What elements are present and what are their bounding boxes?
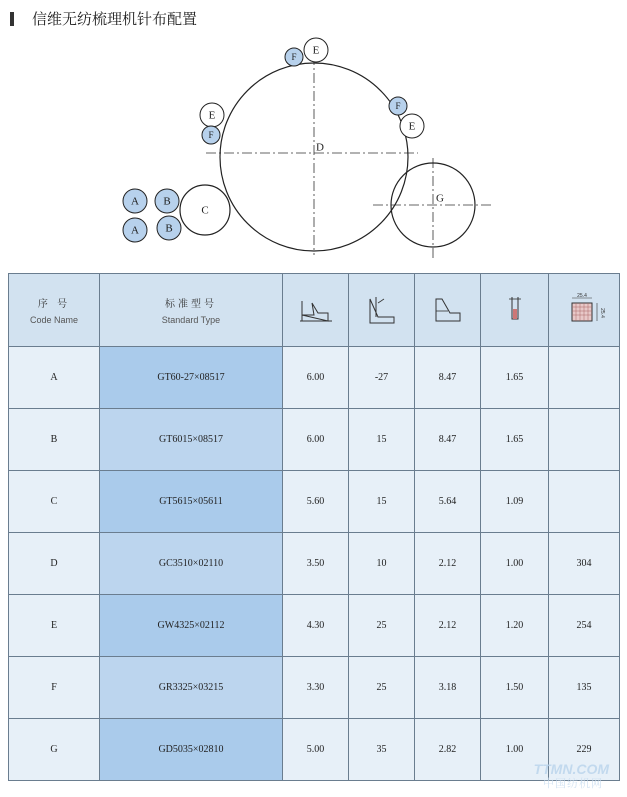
label-b-top: B <box>163 195 171 208</box>
cell-point-density <box>549 471 620 533</box>
header-code-en: Code Name <box>29 315 79 325</box>
table-row <box>9 657 620 719</box>
cell-angle: 25 <box>349 595 415 657</box>
cell-rib-thickness: 1.50 <box>481 657 549 719</box>
cell-point-density <box>549 409 620 471</box>
label-f-left: F <box>208 130 214 141</box>
cell-rib-thickness: 1.00 <box>481 533 549 595</box>
header-rib-thickness <box>481 274 549 347</box>
cell-rib-thickness: 1.65 <box>481 409 549 471</box>
label-e-right: E <box>408 120 416 133</box>
cell-working-depth: 3.18 <box>415 657 481 719</box>
table-row <box>9 719 620 781</box>
cell-code: C <box>9 471 100 533</box>
table-row <box>9 471 620 533</box>
cell-total-height: 3.50 <box>283 533 349 595</box>
cell-angle: 35 <box>349 719 415 781</box>
cell-rib-thickness: 1.09 <box>481 471 549 533</box>
cell-point-density: 135 <box>549 657 620 719</box>
cell-rib-thickness: 1.00 <box>481 719 549 781</box>
label-e-left: E <box>208 109 216 122</box>
label-a-top: A <box>131 195 139 208</box>
cell-rib-thickness: 1.65 <box>481 347 549 409</box>
cell-type: GW4325×02112 <box>100 595 283 657</box>
cell-angle: 25 <box>349 657 415 719</box>
cell-working-depth: 2.82 <box>415 719 481 781</box>
cell-total-height: 5.60 <box>283 471 349 533</box>
table-row <box>9 347 620 409</box>
label-d: D <box>316 141 324 154</box>
label-a-bottom: A <box>131 224 139 237</box>
cell-point-density <box>549 347 620 409</box>
cell-total-height: 6.00 <box>283 409 349 471</box>
cell-type: GD5035×02810 <box>100 719 283 781</box>
label-e-top: E <box>312 44 320 57</box>
point-density-icon <box>564 293 604 327</box>
cell-type: GC3510×02110 <box>100 533 283 595</box>
cell-type: GT60-27×08517 <box>100 347 283 409</box>
header-type <box>100 274 283 347</box>
watermark-text: 中国纺机网 <box>543 777 603 790</box>
rib-thickness-icon <box>497 295 533 325</box>
cell-point-density: 254 <box>549 595 620 657</box>
density-dim-side: 25.4 <box>599 308 605 318</box>
label-c: C <box>201 204 209 217</box>
header-working-depth <box>415 274 481 347</box>
watermark-logo: TTMN.COM <box>533 761 609 777</box>
table-row <box>9 595 620 657</box>
angle-icon <box>364 295 400 325</box>
header-angle <box>349 274 415 347</box>
header-point-density <box>549 274 620 347</box>
cell-angle: 10 <box>349 533 415 595</box>
cell-total-height: 6.00 <box>283 347 349 409</box>
table-row <box>9 409 620 471</box>
cell-total-height: 5.00 <box>283 719 349 781</box>
cell-code: A <box>9 347 100 409</box>
density-dim-top: 25.4 <box>577 293 587 299</box>
label-f-top: F <box>291 52 297 63</box>
header-total-height <box>283 274 349 347</box>
cell-total-height: 3.30 <box>283 657 349 719</box>
cell-angle: 15 <box>349 471 415 533</box>
cell-working-depth: 2.12 <box>415 533 481 595</box>
table-row <box>9 533 620 595</box>
cell-working-depth: 2.12 <box>415 595 481 657</box>
cell-point-density: 304 <box>549 533 620 595</box>
header-type-en: Standard Type <box>161 315 221 325</box>
total-height-icon <box>298 295 334 325</box>
label-f-right: F <box>395 101 401 112</box>
cell-working-depth: 8.47 <box>415 347 481 409</box>
label-g: G <box>436 192 444 205</box>
title-text: 信维无纺梳理机针布配置 <box>32 10 198 28</box>
cell-point-density: 229 <box>549 719 620 781</box>
table-header-row <box>9 274 620 347</box>
cell-code: G <box>9 719 100 781</box>
cell-type: GR3325×03215 <box>100 657 283 719</box>
spec-table <box>8 273 620 781</box>
cell-rib-thickness: 1.20 <box>481 595 549 657</box>
header-type-cn: 标准型号 <box>165 299 217 310</box>
carding-diagram <box>0 0 627 265</box>
header-code <box>9 274 100 347</box>
cell-total-height: 4.30 <box>283 595 349 657</box>
cell-working-depth: 8.47 <box>415 409 481 471</box>
label-b-bottom: B <box>165 222 173 235</box>
cell-working-depth: 5.64 <box>415 471 481 533</box>
cell-code: D <box>9 533 100 595</box>
cell-code: E <box>9 595 100 657</box>
cell-angle: 15 <box>349 409 415 471</box>
cell-code: B <box>9 409 100 471</box>
cell-type: GT6015×08517 <box>100 409 283 471</box>
cell-angle: -27 <box>349 347 415 409</box>
working-depth-icon <box>430 295 466 325</box>
cell-type: GT5615×05611 <box>100 471 283 533</box>
cell-code: F <box>9 657 100 719</box>
header-code-cn: 序 号 <box>37 299 71 310</box>
